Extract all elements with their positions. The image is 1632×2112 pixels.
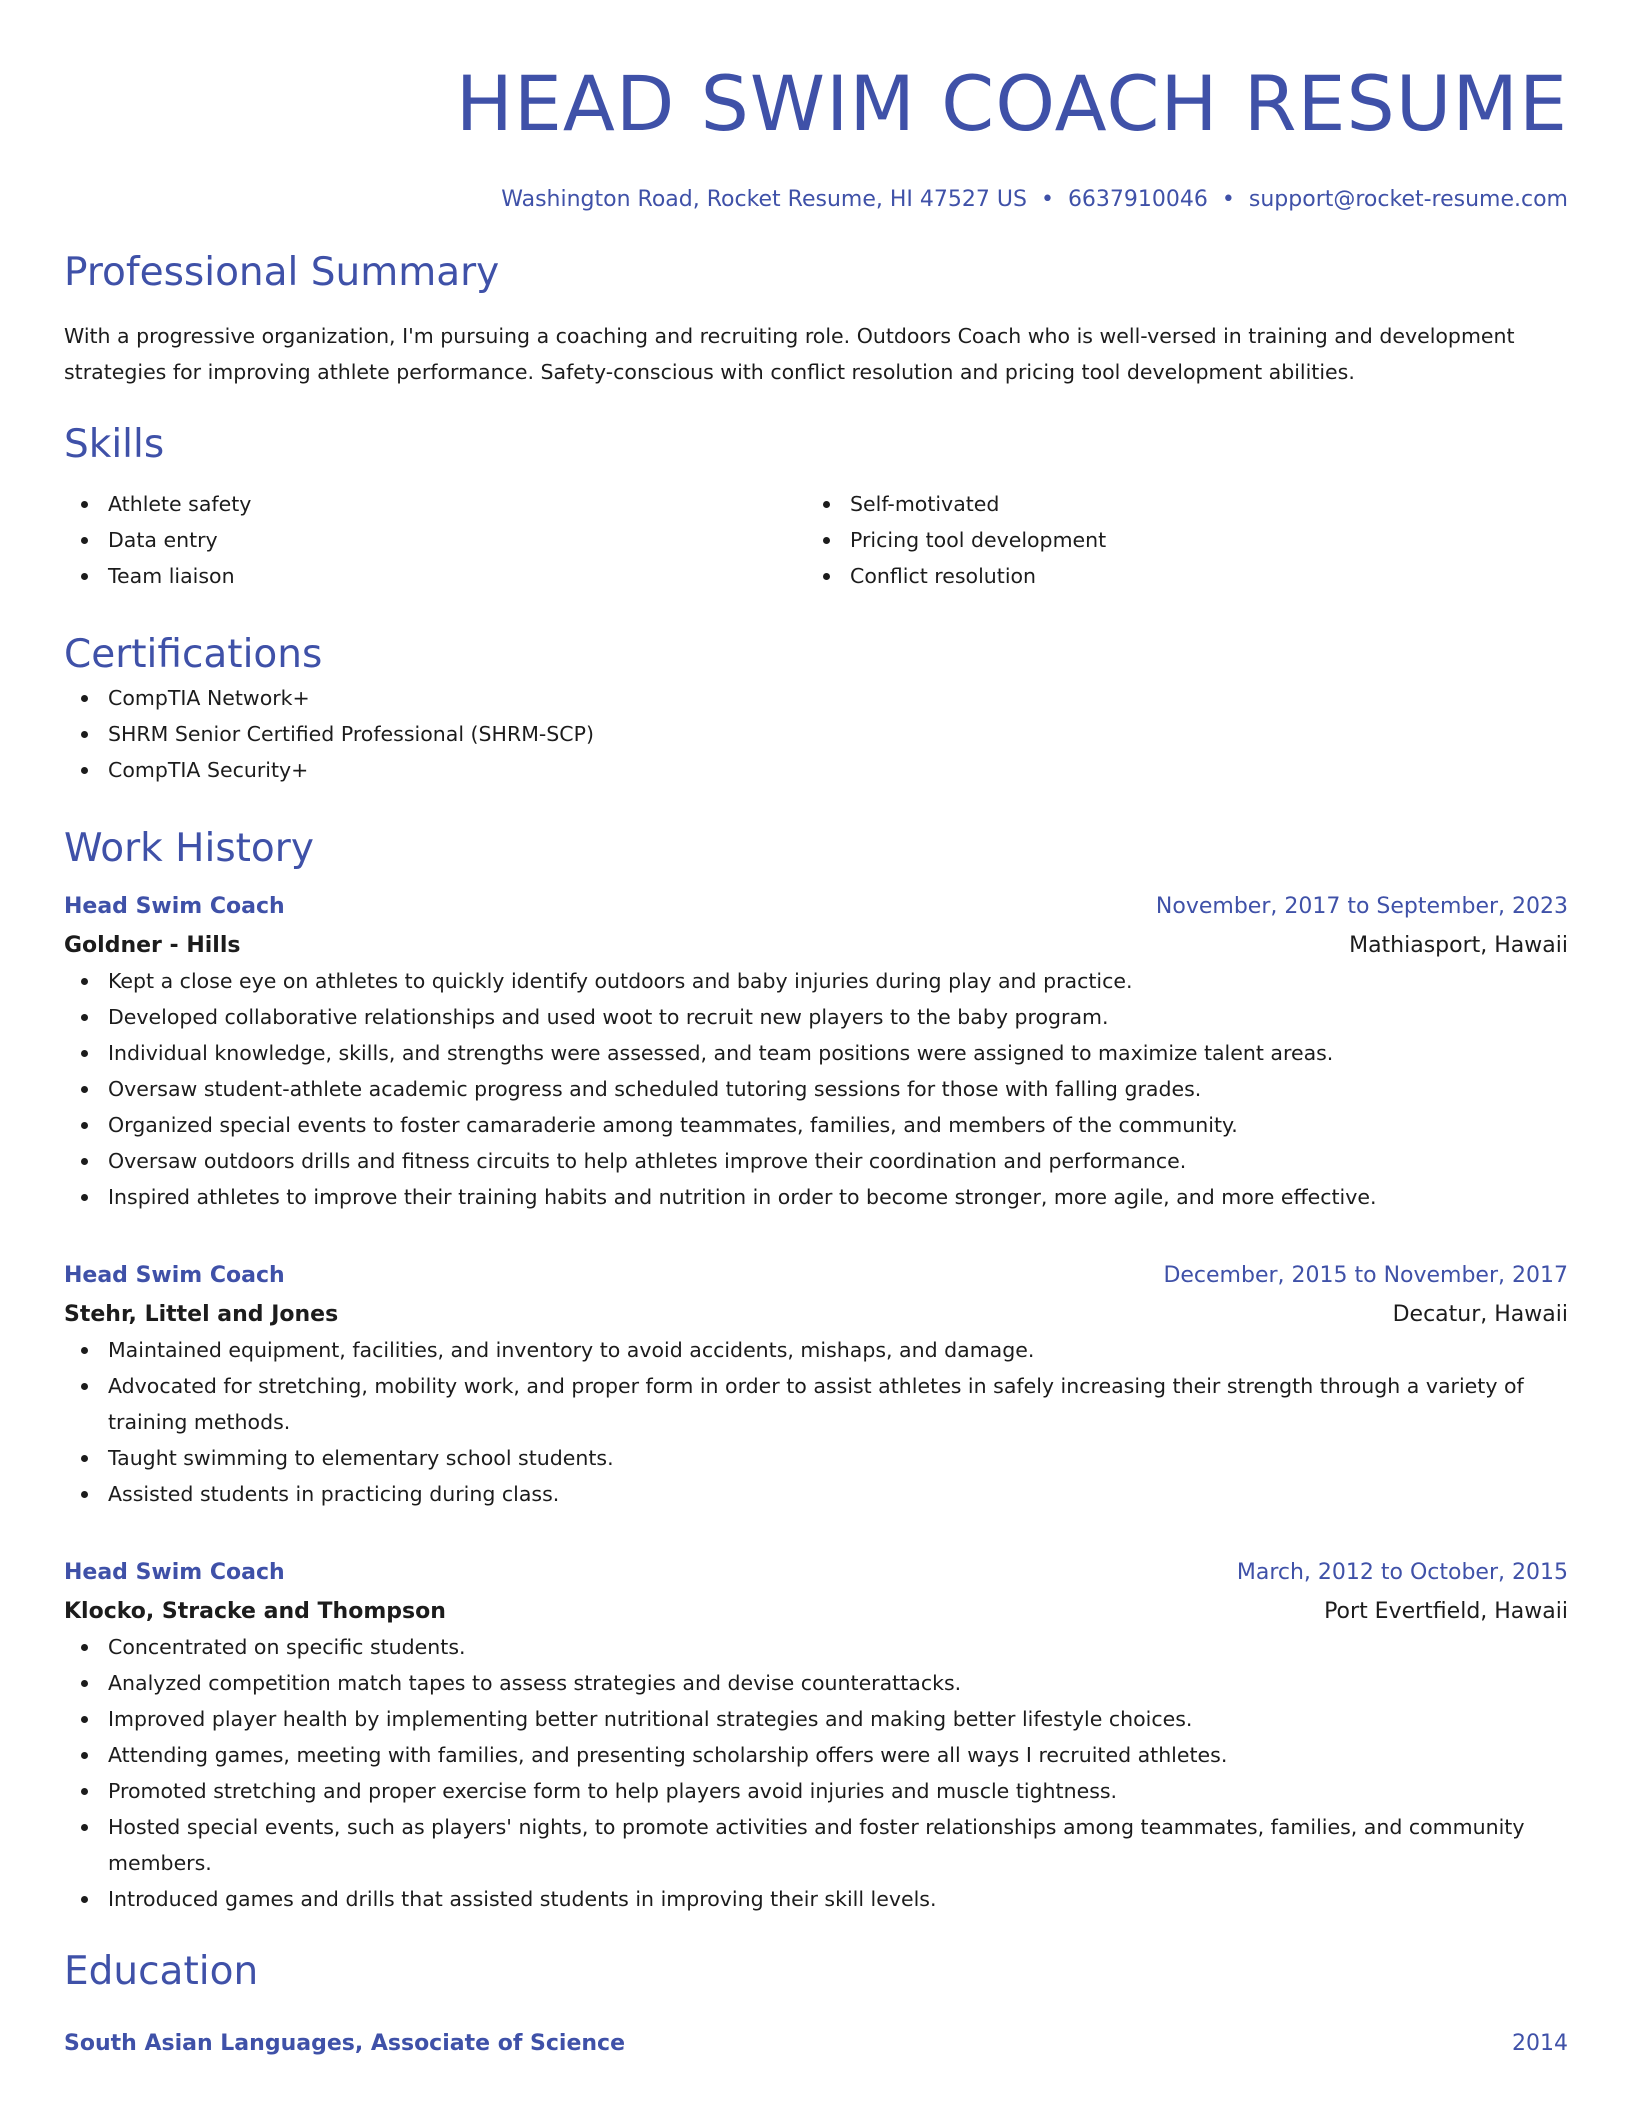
education-degree: South Asian Languages, Associate of Science — [64, 2031, 626, 2056]
job-bullet: Improved player health by implementing better nutritional strategies and making better lifestyle choices. — [64, 1701, 1568, 1737]
skills-grid — [64, 486, 1568, 594]
education-year: 2014 — [1512, 2031, 1568, 2056]
section-skills — [64, 420, 1568, 594]
certification-item: CompTIA Security+ — [64, 752, 1568, 788]
job-bullet: Introduced games and drills that assisted students in improving their skill levels. — [64, 1881, 1568, 1917]
summary-text: With a progressive organization, I'm pursuing a coaching and recruiting role. Outdoors Coach who is well-versed in training and development strategies for improving athlete performance. Safety-conscious with conflict resolution and pricing tool development abilities. — [64, 324, 1515, 384]
job-bullet: Developed collaborative relationships and used woot to recruit new players to the baby program. — [64, 999, 1568, 1035]
job-company-row — [64, 1298, 1568, 1332]
job-bullets — [64, 963, 1568, 1215]
certifications-heading: Certifications — [64, 632, 323, 677]
job-bullet: Concentrated on specific students. — [64, 1629, 1568, 1665]
education-heading: Education — [64, 1949, 259, 1994]
job-header-row — [64, 1556, 1568, 1590]
job-entry — [64, 1259, 1568, 1512]
section-education — [64, 1947, 1568, 2061]
skill-item: Pricing tool development — [806, 522, 1548, 558]
job-company-row — [64, 1595, 1568, 1629]
summary-heading: Professional Summary — [64, 250, 500, 295]
skill-item: Conflict resolution — [806, 558, 1548, 594]
job-bullet: Inspired athletes to improve their training habits and nutrition in order to become stronger, more agile, and more effective. — [64, 1179, 1568, 1215]
work-heading: Work History — [64, 826, 314, 871]
job-bullet: Individual knowledge, skills, and strengths were assessed, and team positions were assigned to maximize talent areas. — [64, 1035, 1568, 1071]
job-bullets — [64, 1629, 1568, 1917]
job-bullet: Promoted stretching and proper exercise form to help players avoid injuries and muscle tightness. — [64, 1773, 1568, 1809]
skills-heading: Skills — [64, 422, 165, 467]
job-company: Goldner - Hills — [64, 933, 241, 958]
job-title: Head Swim Coach — [64, 1560, 285, 1585]
job-location: Mathiasport, Hawaii — [1349, 933, 1568, 958]
contact-separator: • — [1040, 187, 1054, 212]
resume-header — [64, 44, 1568, 216]
skills-list-right — [806, 486, 1548, 594]
job-bullet: Kept a close eye on athletes to quickly identify outdoors and baby injuries during play and practice. — [64, 963, 1568, 999]
certification-item: SHRM Senior Certified Professional (SHRM-SCP) — [64, 716, 1568, 752]
certification-item: CompTIA Network+ — [64, 680, 1568, 716]
job-bullets — [64, 1332, 1568, 1512]
job-bullet: Attending games, meeting with families, and presenting scholarship offers were all ways I recruited athletes. — [64, 1737, 1568, 1773]
skill-item: Self-motivated — [806, 486, 1548, 522]
job-bullet: Assisted students in practicing during class. — [64, 1476, 1568, 1512]
job-header-row — [64, 1259, 1568, 1293]
job-title: Head Swim Coach — [64, 1263, 285, 1288]
resume-title: HEAD SWIM COACH RESUME — [455, 59, 1568, 148]
skills-list-left — [64, 486, 806, 594]
contact-address: Washington Road, Rocket Resume, HI 47527 US — [501, 187, 1027, 212]
job-dates: December, 2015 to November, 2017 — [1163, 1263, 1568, 1288]
job-bullet: Oversaw outdoors drills and fitness circuits to help athletes improve their coordination and performance. — [64, 1143, 1568, 1179]
job-location: Port Evertfield, Hawaii — [1324, 1599, 1568, 1624]
section-summary — [64, 248, 1568, 390]
section-certifications — [64, 630, 1568, 788]
job-bullet: Hosted special events, such as players' nights, to promote activities and foster relationships among teammates, families, and community members. — [64, 1809, 1568, 1881]
skill-item: Data entry — [64, 522, 806, 558]
resume-page — [64, 44, 1568, 2061]
contact-line — [64, 184, 1568, 216]
education-entry — [64, 2027, 1568, 2061]
job-header-row — [64, 890, 1568, 924]
job-bullet: Taught swimming to elementary school students. — [64, 1440, 1568, 1476]
job-bullet: Oversaw student-athlete academic progress and scheduled tutoring sessions for those with falling grades. — [64, 1071, 1568, 1107]
certifications-list — [64, 680, 1568, 788]
job-entry — [64, 890, 1568, 1215]
section-work-history — [64, 824, 1568, 1917]
skill-item: Team liaison — [64, 558, 806, 594]
job-company: Stehr, Littel and Jones — [64, 1302, 339, 1327]
contact-email: support@rocket-resume.com — [1248, 187, 1568, 212]
contact-phone: 6637910046 — [1067, 187, 1208, 212]
job-company-row — [64, 929, 1568, 963]
job-company: Klocko, Stracke and Thompson — [64, 1599, 446, 1624]
job-entry — [64, 1556, 1568, 1917]
contact-separator: • — [1221, 187, 1235, 212]
job-dates: November, 2017 to September, 2023 — [1155, 894, 1568, 919]
skill-item: Athlete safety — [64, 486, 806, 522]
job-bullet: Maintained equipment, facilities, and inventory to avoid accidents, mishaps, and damage. — [64, 1332, 1568, 1368]
job-location: Decatur, Hawaii — [1392, 1302, 1568, 1327]
job-bullet: Advocated for stretching, mobility work, and proper form in order to assist athletes in safely increasing their strength through a variety of training methods. — [64, 1368, 1568, 1440]
job-bullet: Organized special events to foster camaraderie among teammates, families, and members of the community. — [64, 1107, 1568, 1143]
job-bullet: Analyzed competition match tapes to assess strategies and devise counterattacks. — [64, 1665, 1568, 1701]
job-title: Head Swim Coach — [64, 894, 285, 919]
job-dates: March, 2012 to October, 2015 — [1236, 1560, 1568, 1585]
